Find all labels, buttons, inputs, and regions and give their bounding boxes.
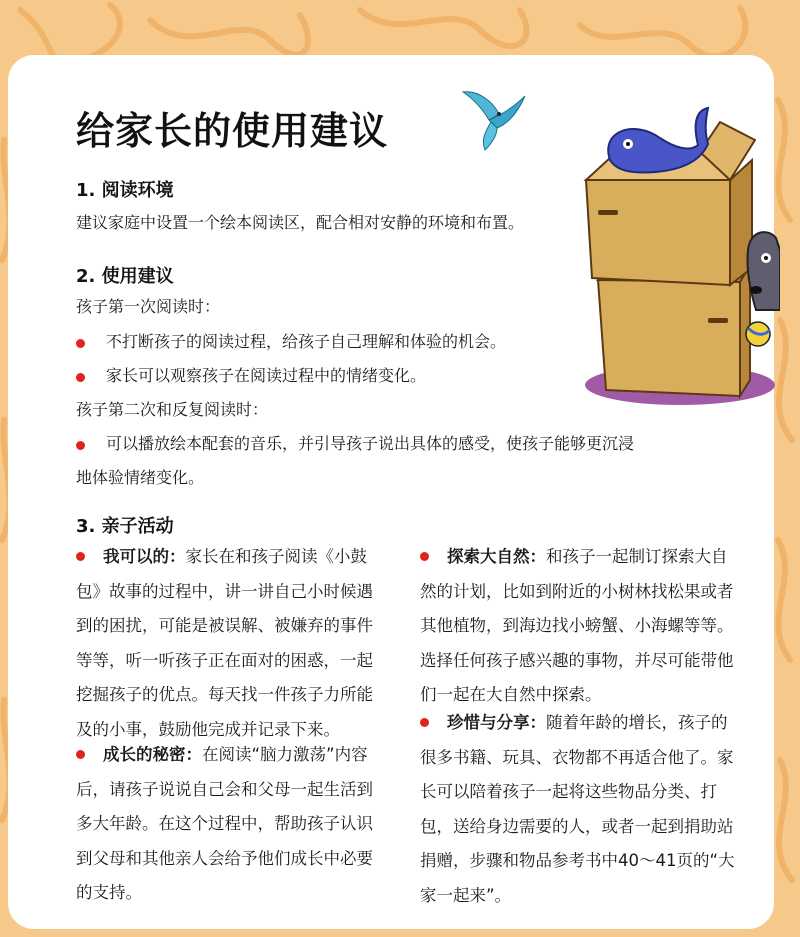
bullet-icon — [76, 339, 85, 348]
bullet-icon — [76, 750, 85, 759]
section-heading: 3. 亲子活动 — [76, 516, 174, 537]
activity-item — [420, 706, 738, 914]
bullet-icon — [420, 552, 429, 561]
activity-title: 珍惜与分享： — [447, 713, 546, 732]
bird-illustration — [455, 80, 530, 155]
bullet-icon — [76, 373, 85, 382]
bullet-icon — [76, 441, 85, 450]
activity-title: 探索大自然： — [447, 547, 546, 566]
bullet-icon — [420, 718, 429, 727]
activity-item — [76, 738, 388, 911]
list-item: 家长可以观察孩子在阅读过程中的情绪变化。 — [106, 366, 427, 385]
activity-body: 在阅读“脑力激荡”内容后，请孩子说说自己会和父母一起生活到多大年龄。在这个过程中，帮助孩子认识到父母和其他亲人会给予他们成长中必要的支持。 — [76, 745, 373, 903]
list-item: 可以播放绘本配套的音乐，并引导孩子说出具体的感受，使孩子能够更沉浸 — [106, 434, 635, 453]
activity-body: 随着年龄的增长，孩子的很多书籍、玩具、衣物都不再适合他了。家长可以陪着孩子一起将这些物品分类、打包，送给身边需要的人，或者一起到捐助站捐赠，步骤和物品参考书中40～41页的“大家一起来”。 — [420, 713, 735, 905]
section-text: 建议家庭中设置一个绘本阅读区，配合相对安静的环境和布置。 — [76, 213, 525, 232]
activity-title: 我可以的： — [103, 547, 186, 566]
list-item: 不打断孩子的阅读过程，给孩子自己理解和体验的机会。 — [106, 332, 507, 351]
activity-body: 和孩子一起制订探索大自然的计划，比如到附近的小树林找松果或者其他植物，到海边找小螃蟹、小海螺等等。选择任何孩子感兴趣的事物，并尽可能带他们一起在大自然中探索。 — [420, 547, 734, 705]
activity-item — [420, 540, 738, 713]
first-read-label: 孩子第一次阅读时： — [76, 297, 221, 316]
section-heading: 2. 使用建议 — [76, 266, 174, 287]
repeat-read-label: 孩子第二次和反复阅读时： — [76, 400, 269, 419]
list-item-continued: 地体验情绪变化。 — [76, 468, 205, 487]
activity-body: 家长在和孩子阅读《小鼓包》故事的过程中，讲一讲自己小时候遇到的困扰，可能是被误解、被嫌弃的事件等等，听一听孩子正在面对的困惑，一起挖掘孩子的优点。每天找一件孩子力所能及的小事，鼓励他完成并记录下来。 — [76, 547, 373, 739]
page-title: 给家长的使用建议 — [76, 109, 389, 153]
boxes-whale-dog-illustration — [580, 100, 780, 410]
activity-title: 成长的秘密： — [103, 745, 202, 764]
bullet-icon — [76, 552, 85, 561]
activity-item — [76, 540, 388, 748]
section-heading: 1. 阅读环境 — [76, 180, 174, 201]
